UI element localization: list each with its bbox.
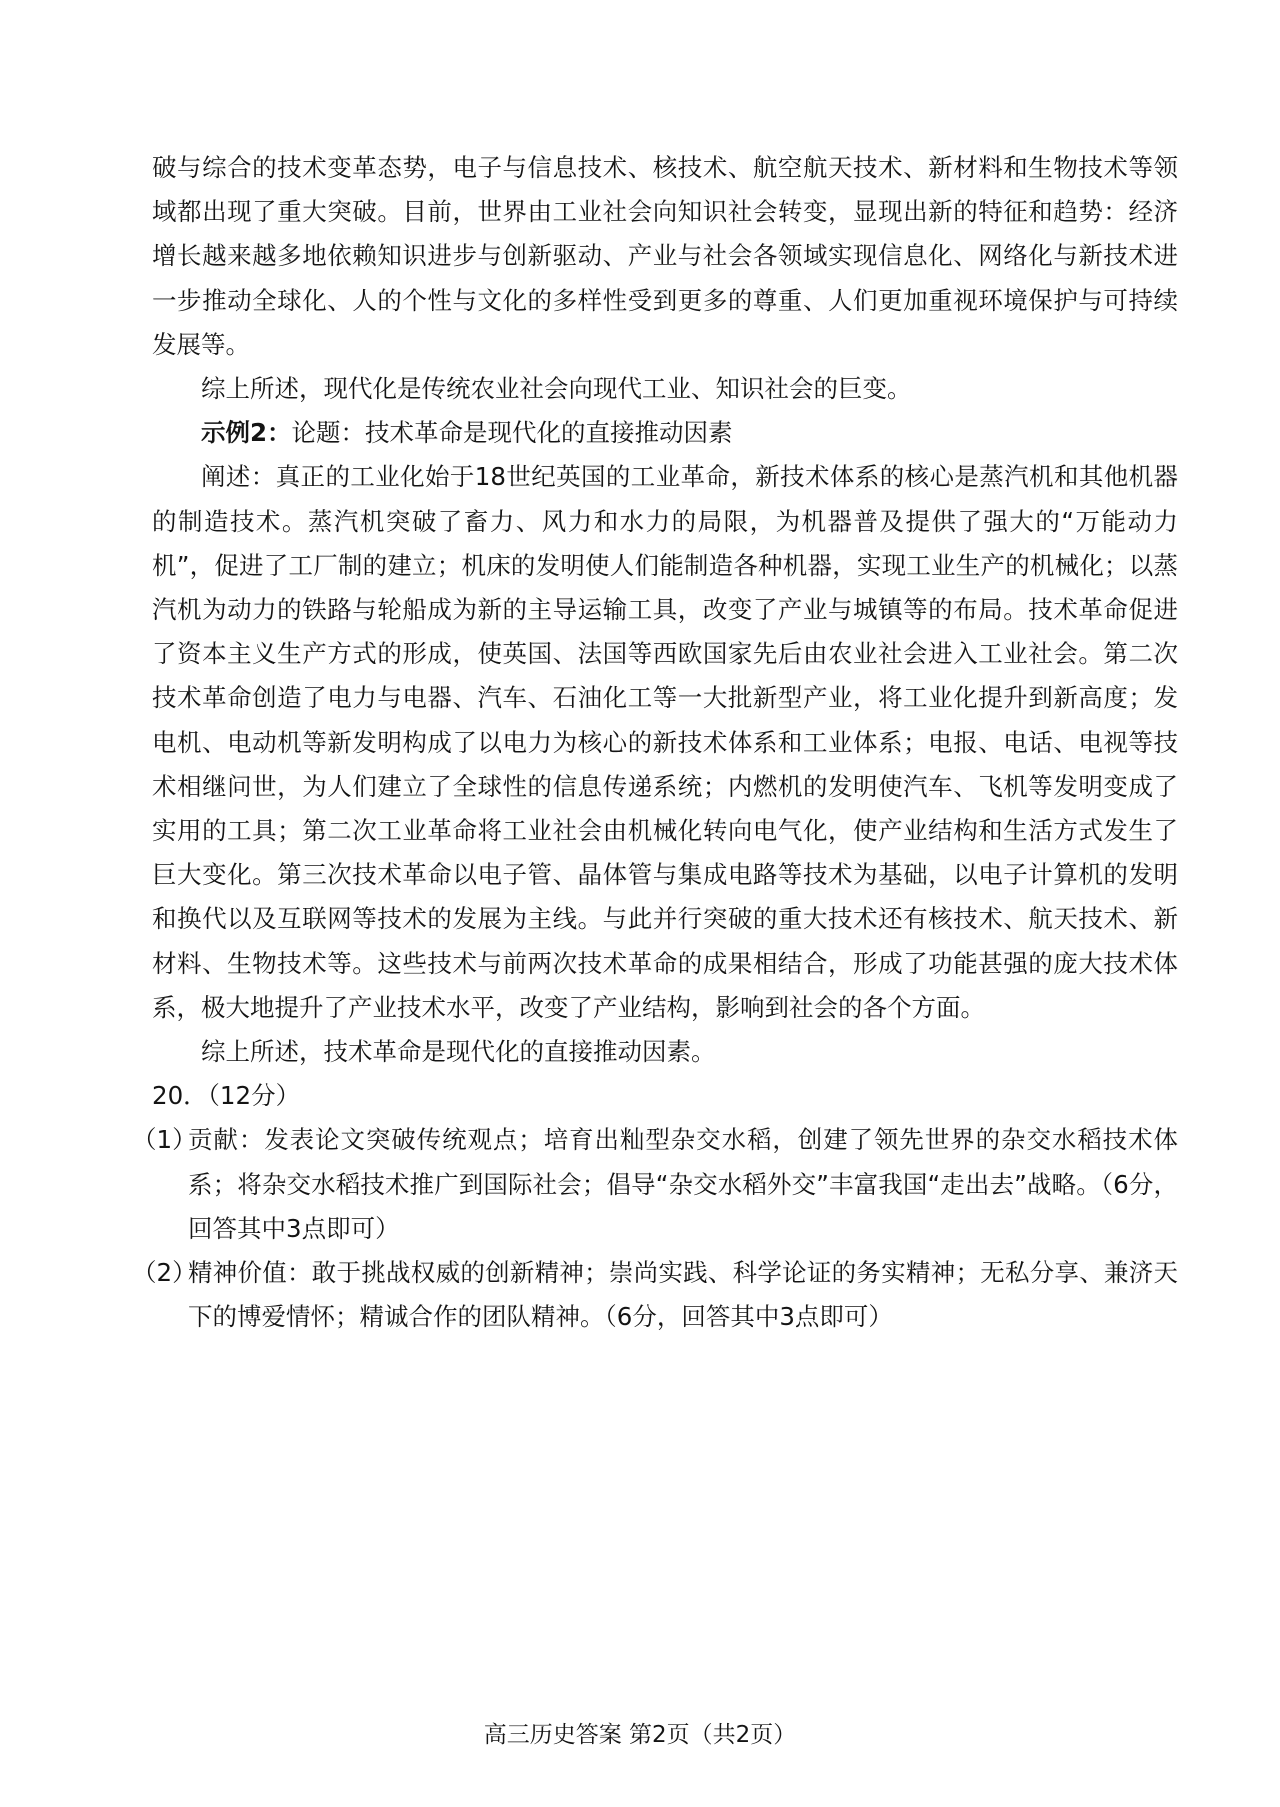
example-2-topic: 论题：技术革命是现代化的直接推动因素 (291, 418, 733, 448)
item-text: 贡献：发表论文突破传统观点；培育出籼型杂交水稻，创建了领先世界的杂交水稻技术体系；将杂交水稻技术推广到国际社会；倡导“杂交水稻外交”丰富我国“走出去”战略。（6分，回答其中3点即可） (188, 1125, 1178, 1243)
paragraph-elaboration: 阐述：真正的工业化始于18世纪英国的工业革命，新技术体系的核心是蒸汽机和其他机器的制造技术。蒸汽机突破了畜力、风力和水力的局限，为机器普及提供了强大的“万能动力机”，促进了工厂制的建立；机床的发明使人们能制造各种机器，实现工业生产的机械化；以蒸汽机为动力的铁路与轮船成为新的主导运输工具，改变了产业与城镇等的布局。技术革命促进了资本主义生产方式的形成，使英国、法国等西欧国家先后由农业社会进入工业社会。第二次技术革命创造了电力与电器、汽车、石油化工等一大批新型产业，将工业化提升到新高度；发电机、电动机等新发明构成了以电力为核心的新技术体系和工业体系；电报、电话、电视等技术相继问世，为人们建立了全球性的信息传递系统；内燃机的发明使汽车、飞机等发明变成了实用的工具；第二次工业革命将工业社会由机械化转向电气化，使产业结构和生活方式发生了巨大变化。第三次技术革命以电子管、晶体管与集成电路等技术为基础，以电子计算机的发明和换代以及互联网等技术的发展为主线。与此并行突破的重大技术还有核技术、航天技术、新材料、生物技术等。这些技术与前两次技术革命的成果相结合，形成了功能甚强的庞大技术体系，极大地提升了产业技术水平，改变了产业结构，影响到社会的各个方面。 (152, 462, 1178, 1022)
question-20-heading: 20．（12分） (152, 1081, 301, 1111)
example-2-heading (152, 411, 1178, 455)
paragraph-summary-2: 综上所述，技术革命是现代化的直接推动因素。 (201, 1037, 716, 1067)
question-20-item-1 (132, 1118, 1178, 1251)
item-number: （2） (132, 1258, 197, 1288)
example-2-label: 示例2： (201, 418, 292, 448)
paragraph-continued: 破与综合的技术变革态势，电子与信息技术、核技术、航空航天技术、新材料和生物技术等领域都出现了重大突破。目前，世界由工业社会向知识社会转变，显现出新的特征和趋势：经济增长越来越多地依赖知识进步与创新驱动、产业与社会各领域实现信息化、网络化与新技术进一步推动全球化、人的个性与文化的多样性受到更多的尊重、人们更加重视环境保护与可持续发展等。 (152, 153, 1178, 359)
paragraph-summary-1: 综上所述，现代化是传统农业社会向现代工业、知识社会的巨变。 (201, 374, 912, 404)
answer-content (132, 146, 1178, 1339)
question-20-item-2 (132, 1251, 1178, 1339)
item-number: （1） (132, 1125, 197, 1155)
item-text: 精神价值：敢于挑战权威的创新精神；崇尚实践、科学论证的务实精神；无私分享、兼济天下的博爱情怀；精诚合作的团队精神。（6分，回答其中3点即可） (188, 1258, 1178, 1332)
page-footer: 高三历史答案 第2页（共2页） (483, 1722, 797, 1748)
